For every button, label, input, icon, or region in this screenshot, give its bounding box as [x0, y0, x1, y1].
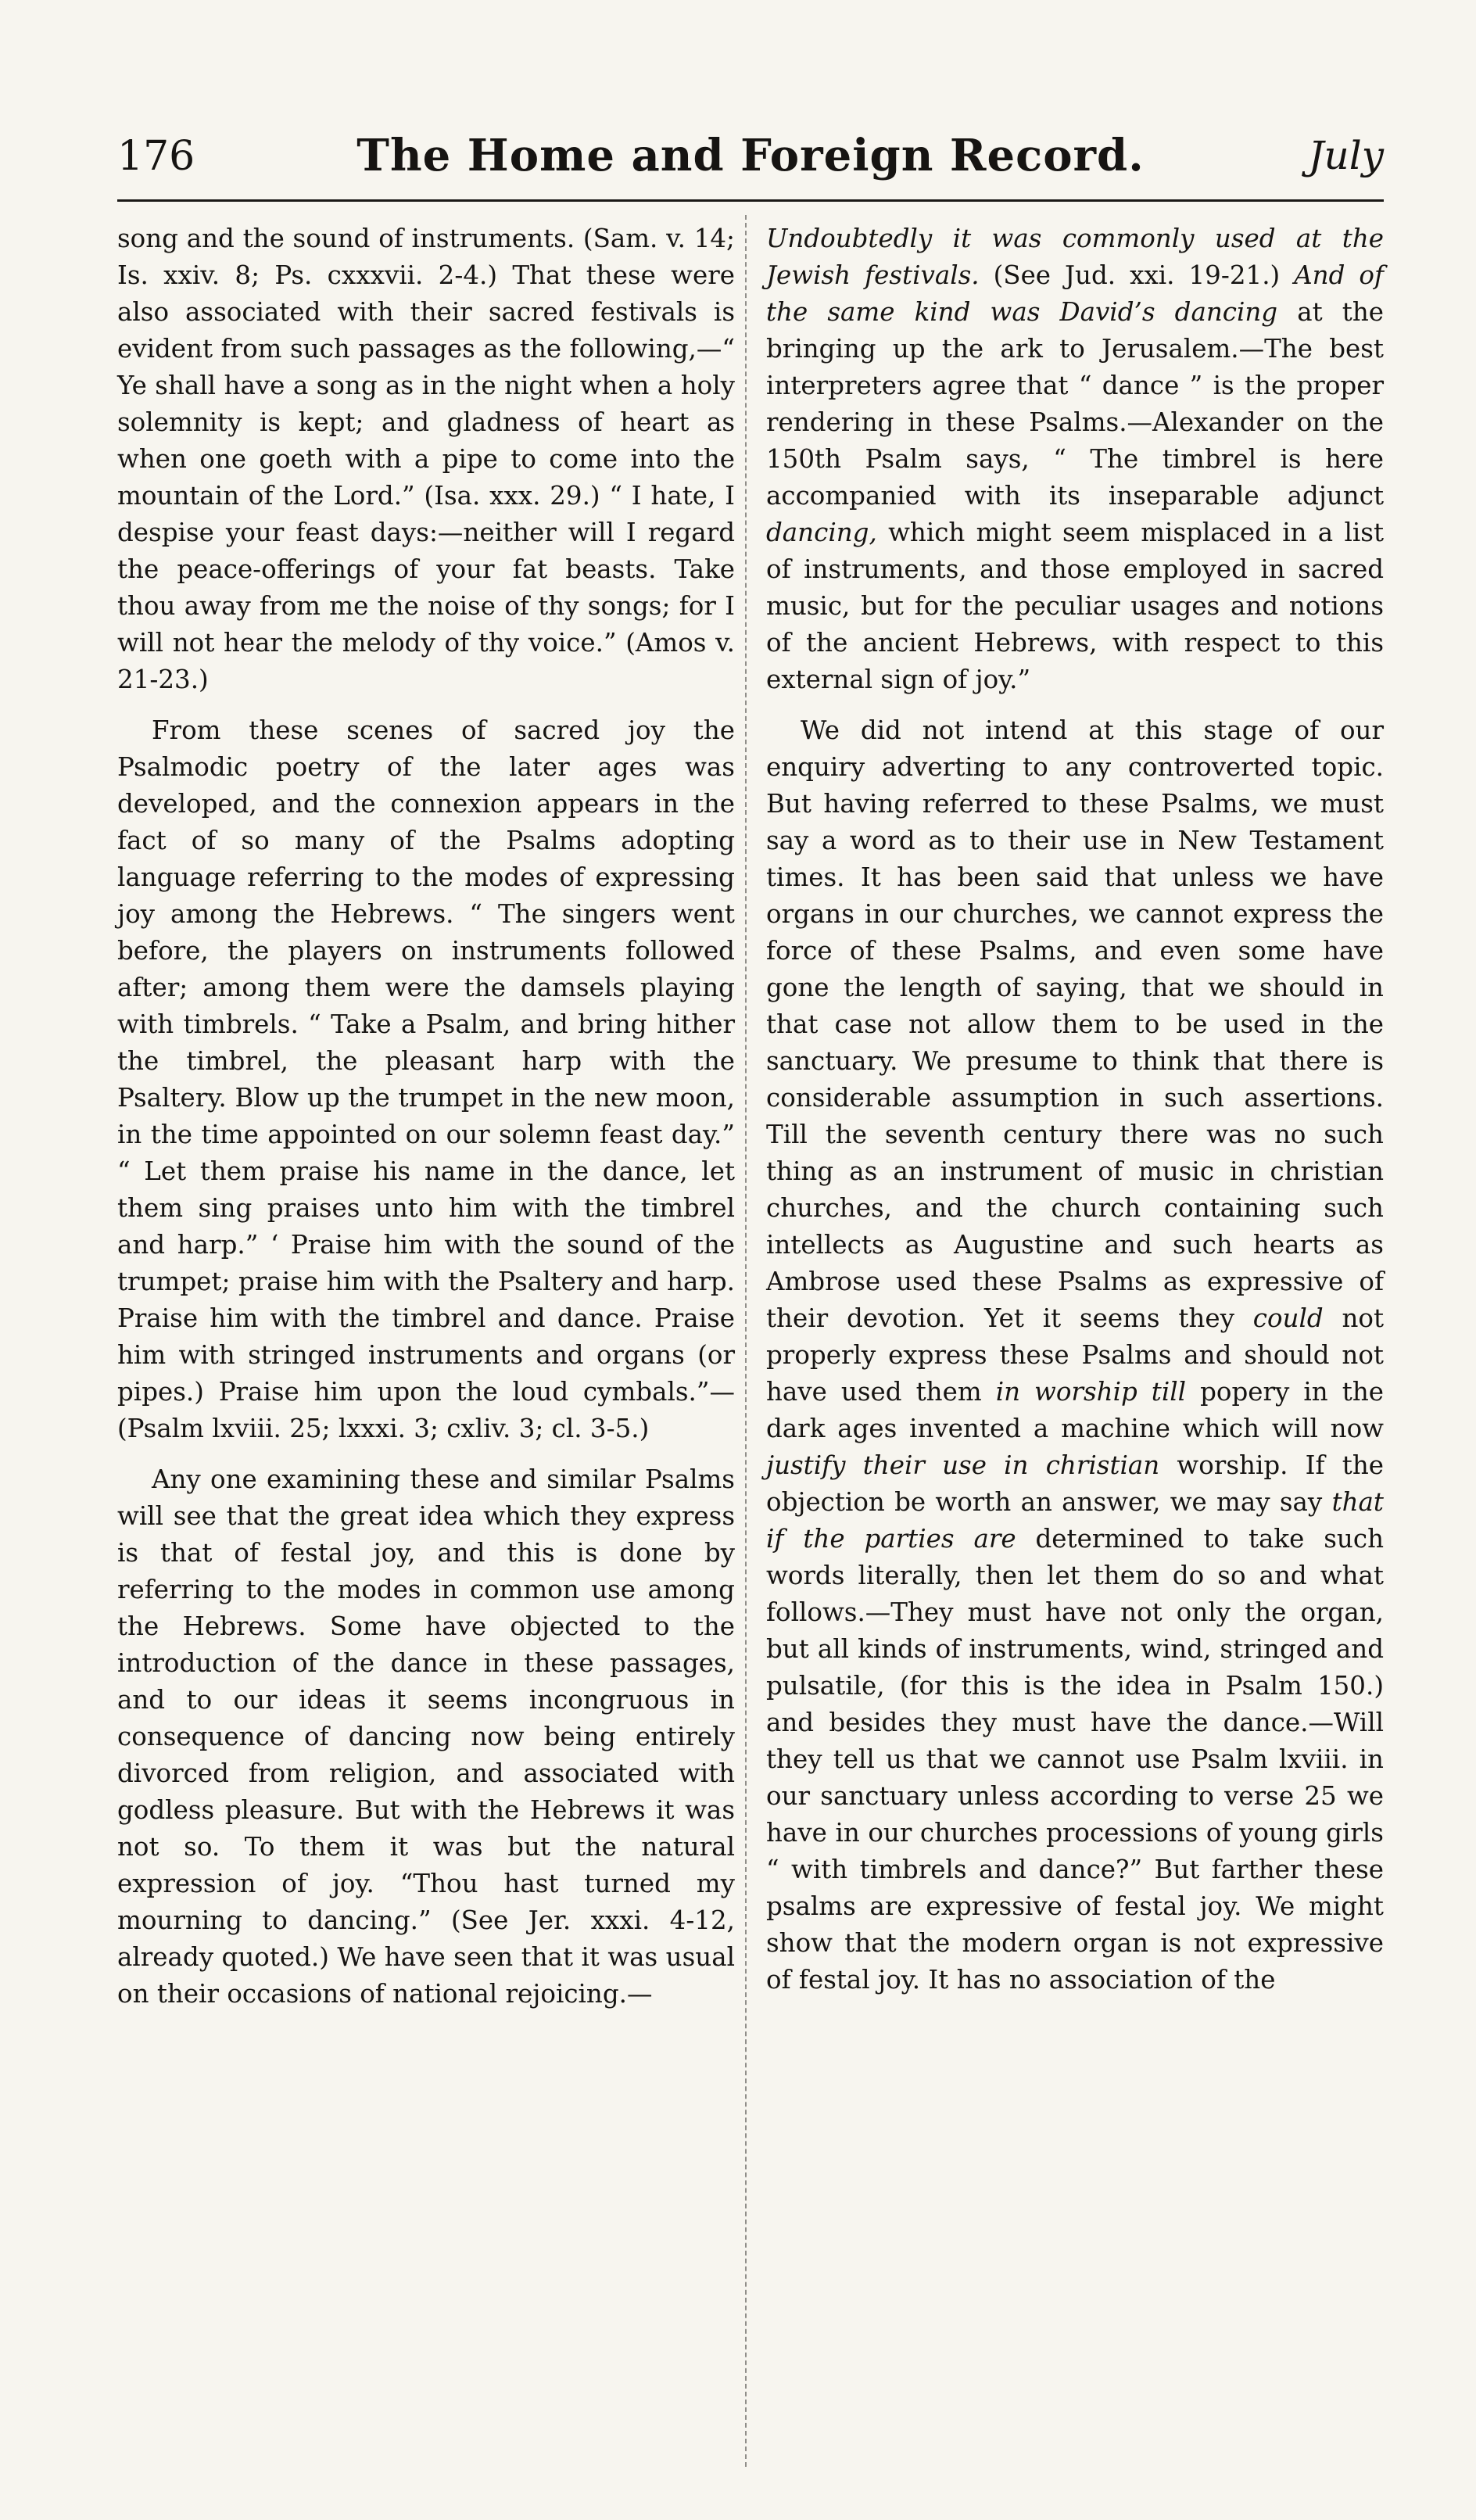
- issue-month: July: [1308, 133, 1384, 178]
- text-run: which might seem misplaced in a list of instruments, and those employed in sacred music, but for the peculiar usages and notions of the ancient Hebrews, with respect to this external sign of joy.”: [766, 518, 1384, 694]
- text-run: at the bringing up the ark to Jerusalem.—The best interpreters agree that “ dance ” is the proper rendering in these Psalms.—Alexander on the 150th Psalm says, “ The timbrel is here accompanied with its inseparable adjunct: [766, 297, 1384, 511]
- italic-run: Undoubtedly it was commonly used at the Jewish festivals.: [766, 224, 1384, 290]
- text-run: popery in the dark ages invented a machine which will now: [766, 1377, 1384, 1443]
- running-header: [117, 125, 1384, 188]
- italic-run: that if the parties are: [766, 1487, 1384, 1554]
- text-run: (See Jud. xxi. 19-21.): [979, 260, 1295, 290]
- text-run: We did not intend at this stage of our enquiry adverting to any controverted topic. But having referred to these Psalms, we must say a word as to their use in New Testament times. It has been said that unless we have organs in our churches, we cannot express the force of these Psalms, and even some have gone the length of saying, that we should in that case not allow them to be used in the sanctuary. We presume to think that there is considerable assumption in such assertions. Till the seventh century there was no such thing as an instrument of music in christian churches, and the church containing such intellects as Augustine and such hearts as Ambrose used these Psalms as expressive of their devotion. Yet it seems they: [766, 715, 1384, 1333]
- italic-run: could: [1252, 1303, 1324, 1333]
- header-rule: [117, 199, 1384, 202]
- left-paragraph-3: Any one examining these and similar Psalms will see that the great idea which they express is that of festal joy, and this is done by referring to the modes in common use among the Hebrews. Some have objected to the introduction of the dance in these passages, and to our ideas it seems incongruous in consequence of dancing now being entirely divorced from religion, and associated with godless pleasure. But with the Hebrews it was not so. To them it was but the natural expression of joy. “Thou hast turned my mourning to dancing.” (See Jer. xxxi. 4-12, already quoted.) We have seen that it was usual on their occasions of national rejoicing.—: [117, 1464, 735, 2009]
- italic-run: justify their use in christian: [766, 1450, 1160, 1480]
- left-column: [117, 220, 735, 2027]
- italic-run: And of the same kind was David’s dancing: [766, 260, 1385, 327]
- journal-title: The Home and Foreign Record.: [356, 130, 1145, 181]
- right-paragraph-2: [766, 712, 1384, 1998]
- italic-run: dancing,: [766, 518, 877, 547]
- column-divider: [745, 215, 747, 2467]
- left-paragraph-2: From these scenes of sacred joy the Psalmodic poetry of the later ages was developed, and the connexion appears in the fact of so many of the Psalms adopting language referring to the modes of expressing joy among the Hebrews. “ The singers went before, the players on instruments followed after; among them were the damsels playing with timbrels. “ Take a Psalm, and bring hither the timbrel, the pleasant harp with the Psaltery. Blow up the trumpet in the new moon, in the time appointed on our solemn feast day.” “ Let them praise his name in the dance, let them sing praises unto him with the timbrel and harp.” ‘ Praise him with the sound of the trumpet; praise him with the Psaltery and harp. Praise him with the timbrel and dance. Praise him with stringed instruments and organs (or pipes.) Praise him upon the loud cymbals.”—(Psalm lxviii. 25; lxxxi. 3; cxliv. 3; cl. 3-5.): [117, 715, 735, 1443]
- right-paragraph-1: [766, 220, 1384, 698]
- text-run: not properly express these Psalms and should not have used them: [766, 1303, 1385, 1407]
- page-number: 176: [117, 133, 195, 180]
- italic-run: in worship till: [995, 1377, 1187, 1407]
- right-column: [766, 220, 1384, 2013]
- left-paragraph-1: song and the sound of instruments. (Sam. v. 14; Is. xxiv. 8; Ps. cxxxvii. 2-4.) That these were also associated with their sacred festivals is evident from such passages as the following,—“ Ye shall have a song as in the night when a holy solemnity is kept; and gladness of heart as when one goeth with a pipe to come into the mountain of the Lord.” (Isa. xxx. 29.) “ I hate, I despise your feast days:—neither will I regard the peace-offerings of your fat beasts. Take thou away from me the noise of thy songs; for I will not hear the melody of thy voice.” (Amos v. 21-23.): [117, 224, 735, 694]
- text-run: determined to take such words literally, then let them do so and what follows.—They must have not only the organ, but all kinds of instruments, wind, stringed and pulsatile, (for this is the idea in Psalm 150.) and besides they must have the dance.—Will they tell us that we cannot use Psalm lxviii. in our sanctuary unless according to verse 25 we have in our churches processions of young girls “ with timbrels and dance?” But farther these psalms are expressive of festal joy. We might show that the modern organ is not expressive of festal joy. It has no association of the: [766, 1524, 1384, 1995]
- text-run: worship. If the objection be worth an answer, we may say: [766, 1450, 1384, 1517]
